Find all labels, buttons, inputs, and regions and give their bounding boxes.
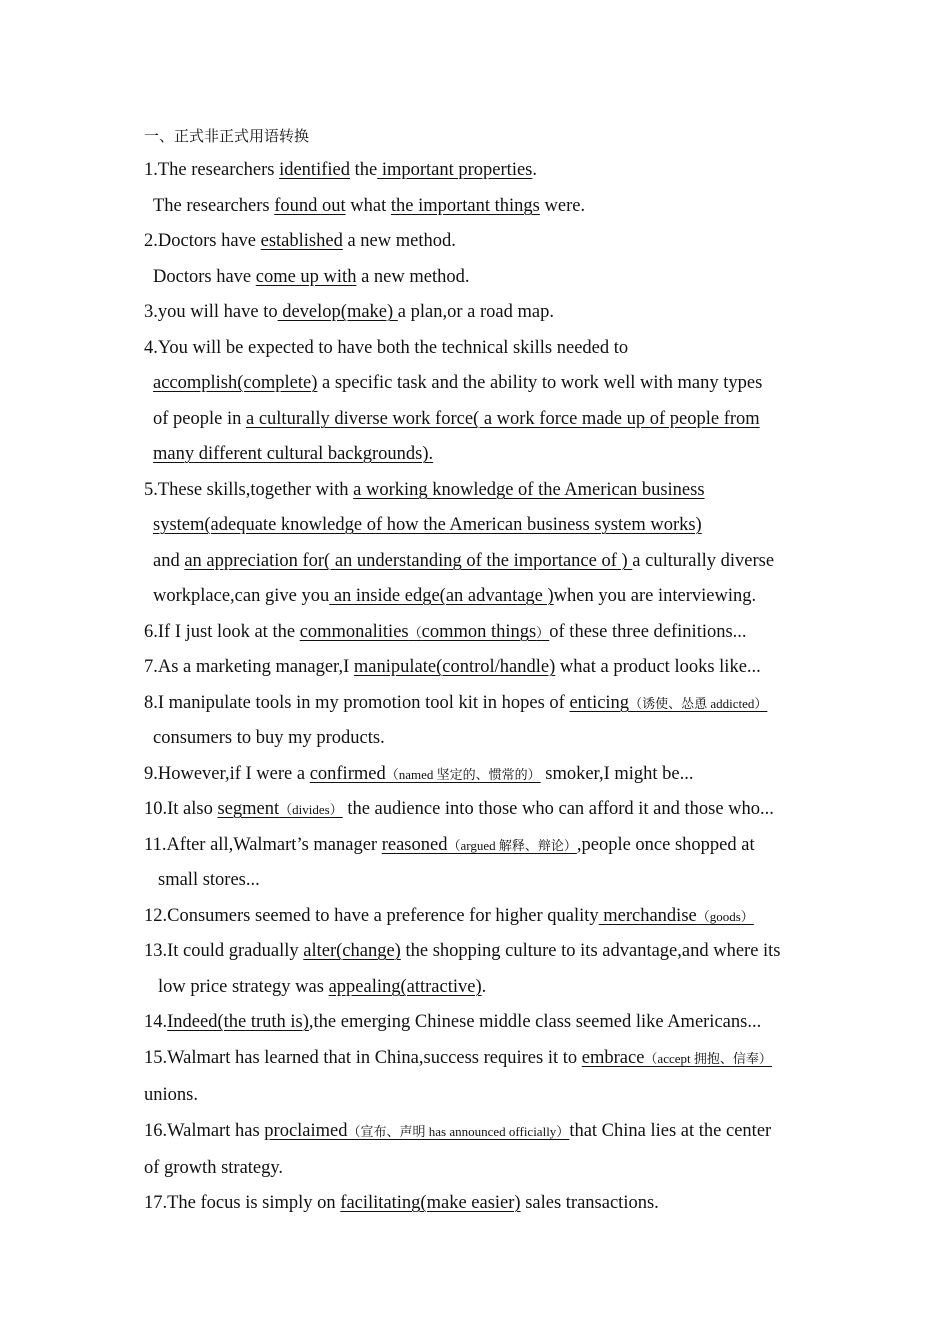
text-line: The researchers found out what the important things were.: [153, 196, 586, 216]
text-line: unions.: [144, 1085, 198, 1105]
text-line: 15.Walmart has learned that in China,success requires it to embrace（accept 拥抱、信奉）: [144, 1048, 772, 1068]
text-line: small stores...: [158, 870, 260, 890]
text-line: low price strategy was appealing(attractive).: [158, 977, 487, 997]
text-line: system(adequate knowledge of how the American business system works): [153, 515, 702, 535]
text-line: 14.Indeed(the truth is),the emerging Chinese middle class seemed like Americans...: [144, 1012, 762, 1032]
text-line: 5.These skills,together with a working knowledge of the American business: [144, 480, 705, 500]
text-line: workplace,can give you an inside edge(an advantage )when you are interviewing.: [153, 586, 757, 606]
text-line: 17.The focus is simply on facilitating(make easier) sales transactions.: [144, 1193, 659, 1213]
section-heading: 一、正式非正式用语转换: [144, 129, 310, 145]
text-line: 7.As a marketing manager,I manipulate(control/handle) what a product looks like...: [144, 657, 761, 677]
text-line: many different cultural backgrounds).: [153, 444, 434, 464]
text-line: 4.You will be expected to have both the technical skills needed to: [144, 338, 629, 358]
text-line: consumers to buy my products.: [153, 728, 385, 748]
text-line: 2.Doctors have established a new method.: [144, 231, 456, 251]
text-line: 1.The researchers identified the important properties.: [144, 160, 537, 180]
text-line: of people in a culturally diverse work force( a work force made up of people from: [153, 409, 760, 429]
text-line: 10.It also segment（divides） the audience into those who can afford it and those who...: [144, 799, 774, 819]
text-line: of growth strategy.: [144, 1158, 284, 1178]
text-line: Doctors have come up with a new method.: [153, 267, 470, 287]
text-line: 13.It could gradually alter(change) the shopping culture to its advantage,and where its: [144, 941, 781, 961]
text-line: 12.Consumers seemed to have a preference for higher quality merchandise（goods）: [144, 906, 754, 926]
text-line: accomplish(complete) a specific task and the ability to work well with many types: [153, 373, 763, 393]
text-line: 3.you will have to develop(make) a plan,or a road map.: [144, 302, 554, 322]
text-line: 6.If I just look at the commonalities（common things）of these three definitions...: [144, 622, 747, 642]
text-line: 8.I manipulate tools in my promotion tool kit in hopes of enticing（诱使、怂恿 addicted）: [144, 693, 768, 713]
text-line: 9.However,if I were a confirmed（named 坚定的、惯常的） smoker,I might be...: [144, 764, 694, 784]
text-line: 11.After all,Walmart’s manager reasoned（argued 解释、辩论）,people once shopped at: [144, 835, 755, 855]
text-line: and an appreciation for( an understanding of the importance of ) a culturally diverse: [153, 551, 775, 571]
text-line: 16.Walmart has proclaimed（宣布、声明 has announced officially）that China lies at the center: [144, 1121, 772, 1141]
